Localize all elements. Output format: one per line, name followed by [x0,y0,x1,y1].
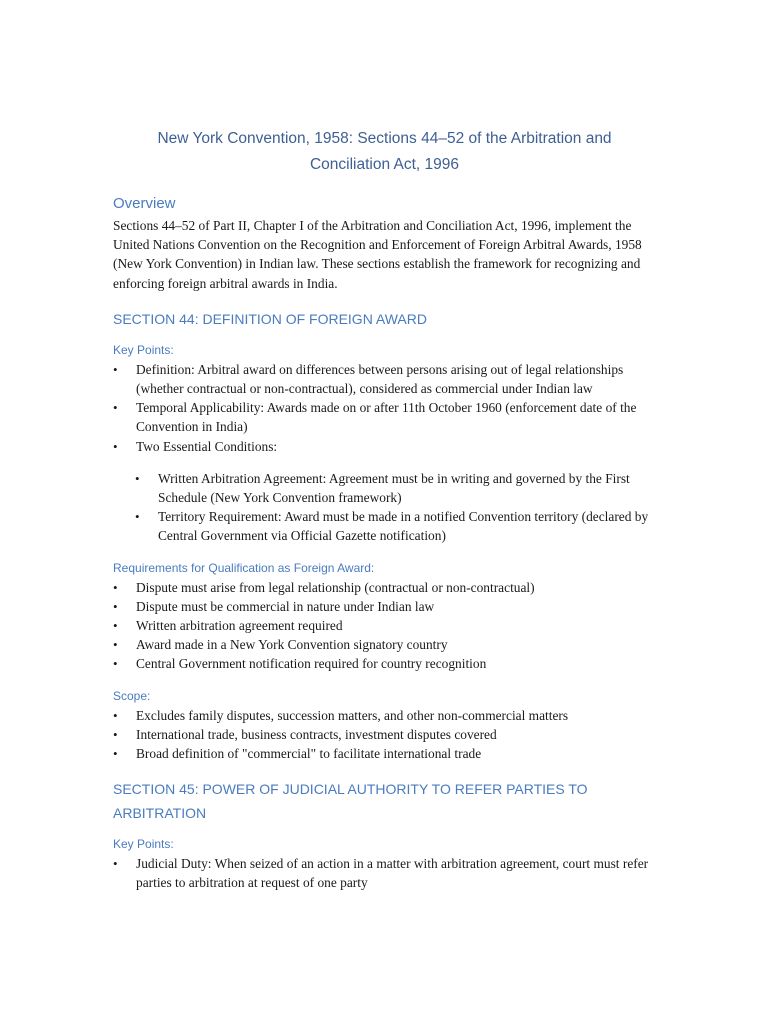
bullet-icon: • [113,746,118,762]
bullet-icon: • [113,361,118,377]
list-item: • Two Essential Conditions: [113,437,656,456]
list-item: • Dispute must be commercial in nature under Indian law [113,597,656,616]
section-44-heading: SECTION 44: DEFINITION OF FOREIGN AWARD [113,310,427,327]
list-item: • International trade, business contracts, investment disputes covered [113,725,656,744]
section-44-key-points-list [113,360,656,456]
bullet-icon: • [113,656,118,672]
bullet-icon: • [113,637,118,653]
bullet-icon: • [113,400,118,416]
bullet-icon: • [113,726,118,742]
overview-paragraph: Sections 44–52 of Part II, Chapter I of the Arbitration and Conciliation Act, 1996, implement the United Nations Convention on the Recognition and Enforcement of Foreign Arbitral Awards, 1958 (New York Convention) in Indian law. These sections establish the framework for recognizing and enforcing foreign arbitral awards in India. [113,218,642,291]
bullet-icon: • [113,618,118,634]
list-item: • Broad definition of "commercial" to facilitate international trade [113,744,656,763]
list-item: • Award made in a New York Convention signatory country [113,635,656,654]
list-item: • Dispute must arise from legal relationship (contractual or non-contractual) [113,578,656,597]
list-item: • Written Arbitration Agreement: Agreement must be in writing and governed by the First Schedule (New York Convention framework) [135,470,630,506]
bullet-icon: • [113,598,118,614]
section-45-key-points-label: Key Points: [113,837,174,852]
list-item: • Temporal Applicability: Awards made on or after 11th October 1960 (enforcement date of the Convention in India) [113,400,637,435]
bullet-icon: • [113,438,118,454]
bullet-icon: • [113,579,118,595]
bullet-icon: • [135,509,140,525]
bullet-icon: • [113,856,118,872]
bullet-icon: • [113,707,118,723]
section-44-requirements-label: Requirements for Qualification as Foreign Award: [113,560,375,575]
section-44-scope-list [113,706,656,764]
overview-heading: Overview [113,195,176,212]
list-item: • Territory Requirement: Award must be made in a notified Convention territory (declared by Central Government via Official Gazette notification) [135,509,649,544]
list-item: • Definition: Arbitral award on differences between persons arising out of legal relationships (whether contractual or non-contractual), considered as commercial under Indian law [113,361,624,397]
section-45-heading: SECTION 45: POWER OF JUDICIAL AUTHORITY TO REFER PARTIES TO ARBITRATION [113,781,588,822]
document-title-line-2: Conciliation Act, 1996 [309,156,460,173]
section-45-key-points-list [113,854,656,892]
list-item: • Judicial Duty: When seized of an action in a matter with arbitration agreement, court must refer parties to arbitration at request of one party [113,856,649,891]
section-44-requirements-list [113,578,656,674]
bullet-icon: • [135,470,140,486]
document-title-line-1: New York Convention, 1958: Sections 44–52 of the Arbitration and [157,130,612,147]
section-44-key-points-label: Key Points: [113,342,174,357]
section-44-scope-label: Scope: [113,688,151,703]
list-item: • Central Government notification required for country recognition [113,654,656,673]
list-item: • Excludes family disputes, succession matters, and other non-commercial matters [113,706,656,725]
document-title [113,126,656,178]
section-44-conditions-list [135,469,656,546]
list-item: • Written arbitration agreement required [113,616,656,635]
